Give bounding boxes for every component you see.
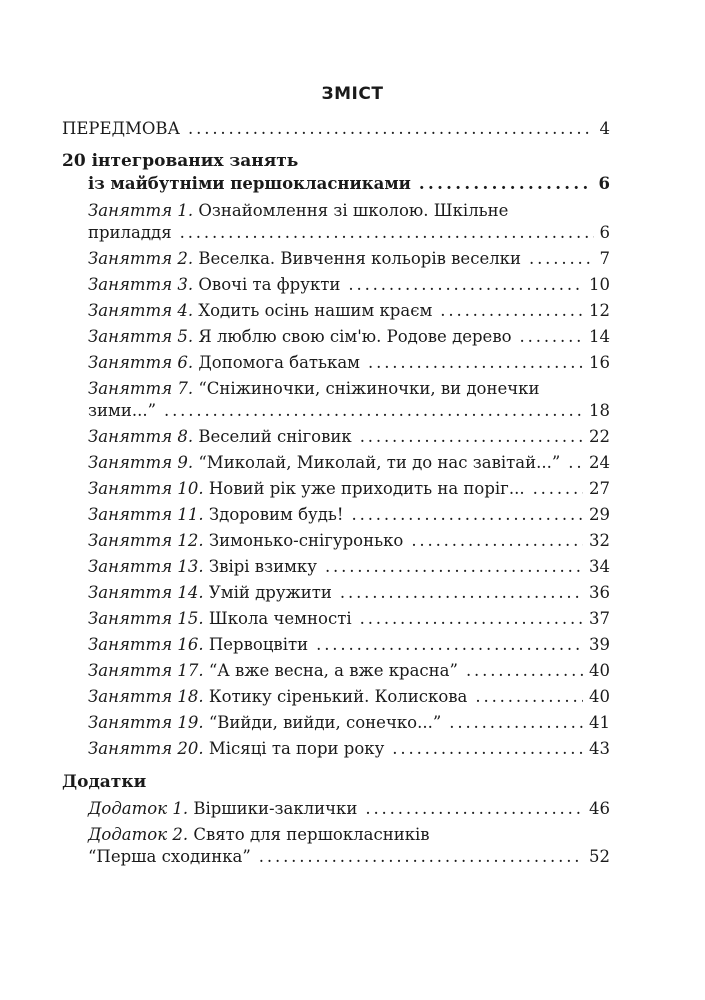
toc-entry-lesson-1-line1 xyxy=(88,200,508,222)
toc-entry-lesson-16 xyxy=(88,634,610,656)
toc-entry-lesson-15 xyxy=(88,608,610,630)
toc-page-number: 40 xyxy=(589,687,610,706)
section-heading-appendices: Додатки xyxy=(62,772,147,792)
toc-entry-lesson-7 xyxy=(88,400,610,422)
lesson-title: Котику сіренький. Колискова xyxy=(208,687,468,706)
dot-leader xyxy=(449,712,583,734)
lesson-prefix: Заняття 8. xyxy=(88,427,194,446)
dot-leader xyxy=(520,326,583,348)
lesson-prefix: Заняття 13. xyxy=(88,557,204,576)
toc-entry-preface xyxy=(62,118,610,140)
lesson-prefix: Заняття 7. xyxy=(88,379,194,398)
toc-entry-lesson-18 xyxy=(88,686,610,708)
lesson-prefix: Заняття 6. xyxy=(88,353,194,372)
lesson-title: Овочі та фрукти xyxy=(198,275,341,294)
toc-entry-appendix-2 xyxy=(88,846,610,868)
toc-page-number: 6 xyxy=(598,174,610,193)
lesson-title: Ходить осінь нашим краєм xyxy=(198,301,433,320)
toc-entry-lesson-12 xyxy=(88,530,610,552)
lesson-prefix: Заняття 5. xyxy=(88,327,194,346)
toc-entry-lesson-1 xyxy=(88,222,610,244)
toc-entry-lesson-13 xyxy=(88,556,610,578)
lesson-title: “Вийди, вийди, сонечко...” xyxy=(208,713,442,732)
toc-page-number: 29 xyxy=(589,505,610,524)
lesson-title: Умій дружити xyxy=(208,583,332,602)
lesson-prefix: Заняття 9. xyxy=(88,453,194,472)
toc-page-number: 22 xyxy=(589,427,610,446)
toc-entry-lesson-20 xyxy=(88,738,610,760)
lesson-title: “Сніжиночки, сніжиночки, ви донечки xyxy=(198,379,540,398)
page-title: ЗМІСТ xyxy=(321,84,384,104)
lesson-prefix: Заняття 17. xyxy=(88,661,204,680)
toc-page-number: 46 xyxy=(589,799,610,818)
dot-leader xyxy=(316,634,583,656)
toc-entry-lesson-19 xyxy=(88,712,610,734)
dot-leader xyxy=(440,300,583,322)
toc-entry-lesson-6 xyxy=(88,352,610,374)
toc-entry-lesson-2 xyxy=(88,248,610,270)
toc-page-number: 41 xyxy=(589,713,610,732)
toc-entry-lesson-9 xyxy=(88,452,610,474)
lesson-prefix: Заняття 4. xyxy=(88,301,194,320)
lesson-title: “Миколай, Миколай, ти до нас завітай...” xyxy=(198,453,561,472)
toc-entry-lesson-11 xyxy=(88,504,610,526)
toc-page-number: 43 xyxy=(589,739,610,758)
toc-entry-lesson-5 xyxy=(88,326,610,348)
toc-entry-appendix-2-line1 xyxy=(88,824,430,846)
dot-leader xyxy=(348,274,583,296)
lesson-title: Здоровим будь! xyxy=(208,505,344,524)
lesson-title: Допомога батькам xyxy=(198,353,361,372)
toc-page-number: 14 xyxy=(589,327,610,346)
toc-page-number: 37 xyxy=(589,609,610,628)
dot-leader xyxy=(466,660,583,682)
dot-leader xyxy=(360,426,583,448)
lesson-prefix: Заняття 10. xyxy=(88,479,204,498)
lesson-title: Первоцвіти xyxy=(208,635,309,654)
lesson-prefix: Заняття 12. xyxy=(88,531,204,550)
toc-entry-lesson-10 xyxy=(88,478,610,500)
toc-entry-appendix-1 xyxy=(88,798,610,820)
toc-page-number: 7 xyxy=(599,249,610,268)
dot-leader xyxy=(568,452,583,474)
toc-page-number: 39 xyxy=(589,635,610,654)
toc-page-number: 34 xyxy=(589,557,610,576)
lesson-prefix: Заняття 19. xyxy=(88,713,204,732)
lesson-title: Веселий сніговик xyxy=(198,427,352,446)
dot-leader xyxy=(529,248,594,270)
toc-page-number: 32 xyxy=(589,531,610,550)
lesson-prefix: Заняття 15. xyxy=(88,609,204,628)
lesson-title: Ознайомлення зі школою. Шкільне xyxy=(198,201,509,220)
dot-leader xyxy=(419,173,593,195)
toc-label: “Перша сходинка” xyxy=(88,847,251,866)
dot-leader xyxy=(188,118,593,140)
toc-label: зими...” xyxy=(88,401,156,420)
toc-entry-lesson-3 xyxy=(88,274,610,296)
toc-page-number: 18 xyxy=(589,401,610,420)
toc-page-number: 24 xyxy=(589,453,610,472)
toc-page-number: 6 xyxy=(599,223,610,242)
lesson-prefix: Заняття 18. xyxy=(88,687,204,706)
lesson-prefix: Заняття 3. xyxy=(88,275,194,294)
toc-page-number: 40 xyxy=(589,661,610,680)
toc-page-number: 16 xyxy=(589,353,610,372)
toc-label: приладдя xyxy=(88,223,172,242)
dot-leader xyxy=(180,222,594,244)
appendix-title: Свято для першокласників xyxy=(193,825,430,844)
toc-entry-lesson-4 xyxy=(88,300,610,322)
toc-entry-lesson-17 xyxy=(88,660,610,682)
lesson-title: Я люблю свою сім'ю. Родове дерево xyxy=(198,327,512,346)
lesson-prefix: Заняття 2. xyxy=(88,249,194,268)
toc-entry-lesson-8 xyxy=(88,426,610,448)
toc-entry-lesson-14 xyxy=(88,582,610,604)
toc-entry-lesson-7-line1 xyxy=(88,378,539,400)
toc-page-number: 12 xyxy=(589,301,610,320)
section-heading: 20 інтегрованих занять xyxy=(62,151,299,171)
appendix-title: Віршики-заклички xyxy=(193,799,358,818)
dot-leader xyxy=(340,582,583,604)
toc-entry-section xyxy=(88,173,610,195)
dot-leader xyxy=(368,352,583,374)
dot-leader xyxy=(164,400,583,422)
dot-leader xyxy=(533,478,583,500)
toc-label: із майбутніми першокласниками xyxy=(88,174,411,193)
dot-leader xyxy=(352,504,583,526)
lesson-title: Зимонько-снігуронько xyxy=(208,531,404,550)
toc-page-number: 36 xyxy=(589,583,610,602)
lesson-prefix: Заняття 14. xyxy=(88,583,204,602)
lesson-title: Звірі взимку xyxy=(208,557,317,576)
lesson-title: Школа чемності xyxy=(208,609,352,628)
dot-leader xyxy=(325,556,583,578)
appendix-prefix: Додаток 1. xyxy=(88,799,189,818)
toc-label: ПЕРЕДМОВА xyxy=(62,119,181,138)
lesson-title: “А вже весна, а вже красна” xyxy=(208,661,458,680)
lesson-title: Місяці та пори року xyxy=(208,739,385,758)
lesson-title: Веселка. Вивчення кольорів веселки xyxy=(198,249,521,268)
dot-leader xyxy=(475,686,583,708)
dot-leader xyxy=(365,798,583,820)
lesson-title: Новий рік уже приходить на поріг... xyxy=(208,479,525,498)
lesson-prefix: Заняття 1. xyxy=(88,201,194,220)
dot-leader xyxy=(411,530,583,552)
lesson-prefix: Заняття 16. xyxy=(88,635,204,654)
lesson-prefix: Заняття 11. xyxy=(88,505,204,524)
toc-page-number: 52 xyxy=(589,847,610,866)
dot-leader xyxy=(360,608,583,630)
dot-leader xyxy=(259,846,583,868)
toc-page-number: 27 xyxy=(589,479,610,498)
lesson-prefix: Заняття 20. xyxy=(88,739,204,758)
dot-leader xyxy=(392,738,583,760)
toc-page-number: 4 xyxy=(599,119,610,138)
toc-page-number: 10 xyxy=(589,275,610,294)
appendix-prefix: Додаток 2. xyxy=(88,825,189,844)
